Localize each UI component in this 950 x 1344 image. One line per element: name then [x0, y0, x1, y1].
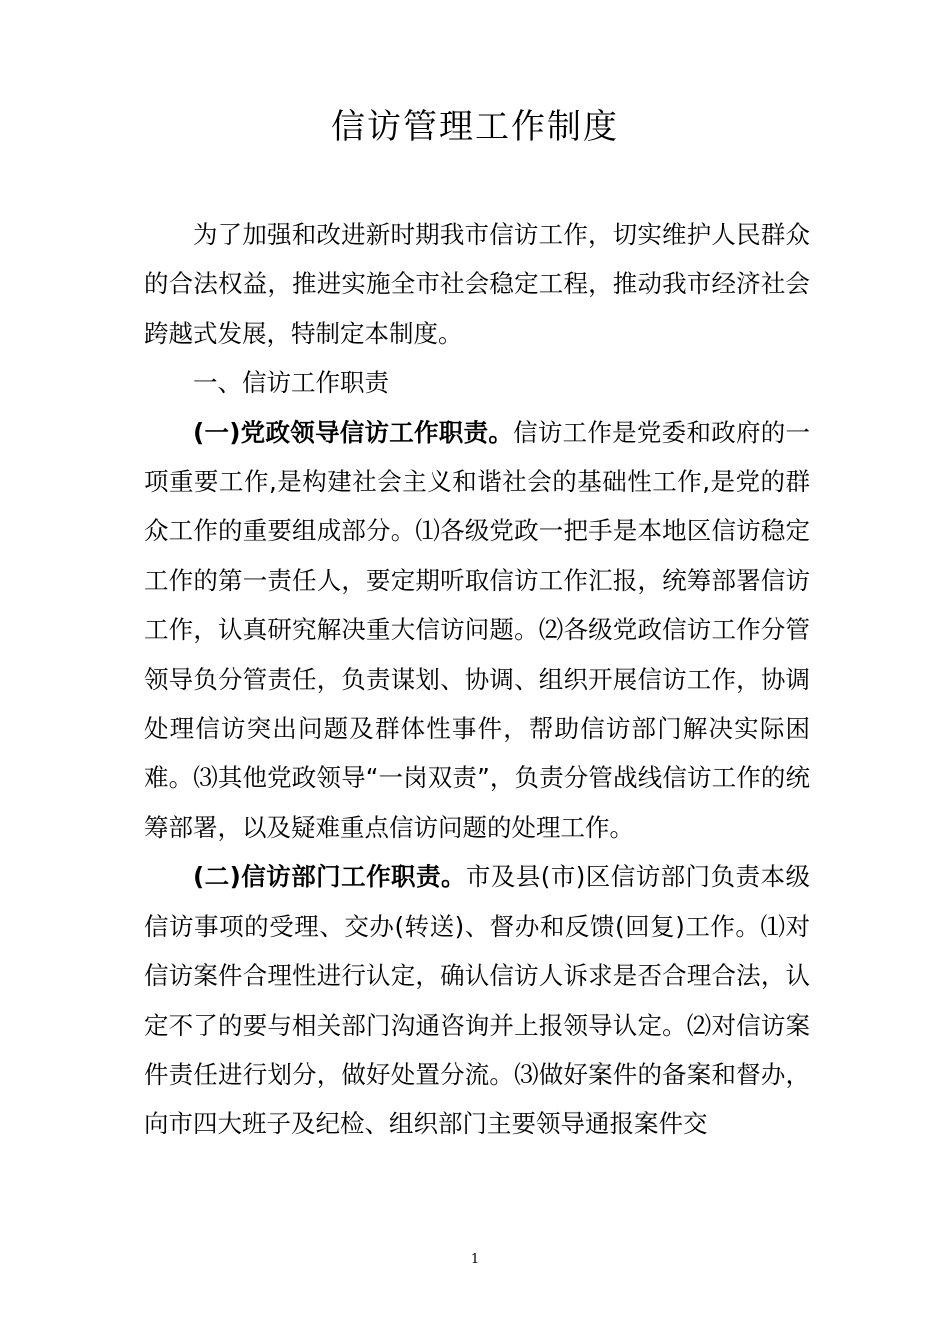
paragraph-lead: (一)党政领导信访工作职责。 — [193, 417, 514, 447]
page-number: 1 — [470, 1252, 480, 1267]
duty-paragraph-party-leaders — [144, 408, 810, 853]
intro-paragraph — [144, 210, 810, 358]
section-heading — [144, 358, 810, 407]
paragraph-lead: (二)信访部门工作职责。 — [193, 862, 466, 892]
paragraph-text: 市及县(市)区信访部门负责本级信访事项的受理、交办(转送)、督办和反馈(回复)工作。⑴对信访案件合理性进行认定，确认信访人诉求是否合理合法，认定不了的要与相关部门沟通咨询并上报领导认定。⑵对信访案件责任进行划分，做好处置分流。⑶做好案件的备案和督办，向市四大班子及纪检、组织部门主要领导通报案件交 — [144, 862, 810, 1139]
duty-paragraph-petition-department — [144, 852, 810, 1148]
paragraph-text: 为了加强和改进新时期我市信访工作，切实维护人民群众的合法权益，推进实施全市社会稳定工程，推动我市经济社会跨越式发展，特制定本制度。 — [144, 220, 810, 348]
paragraph-text: 信访工作是党委和政府的一项重要工作,是构建社会主义和谐社会的基础性工作,是党的群众工作的重要组成部分。⑴各级党政一把手是本地区信访稳定工作的第一责任人，要定期听取信访工作汇报，统筹部署信访工作，认真研究解决重大信访问题。⑵各级党政信访工作分管领导负分管责任，负责谋划、协调、组织开展信访工作，协调处理信访突出问题及群体性事件，帮助信访部门解决实际困难。⑶其他党政领导“一岗双责”，负责分管战线信访工作的统筹部署，以及疑难重点信访问题的处理工作。 — [144, 417, 810, 842]
section-heading-text: 一、信访工作职责 — [193, 368, 389, 398]
document-title: 信访管理工作制度 — [331, 107, 619, 147]
document-body — [144, 210, 810, 1149]
